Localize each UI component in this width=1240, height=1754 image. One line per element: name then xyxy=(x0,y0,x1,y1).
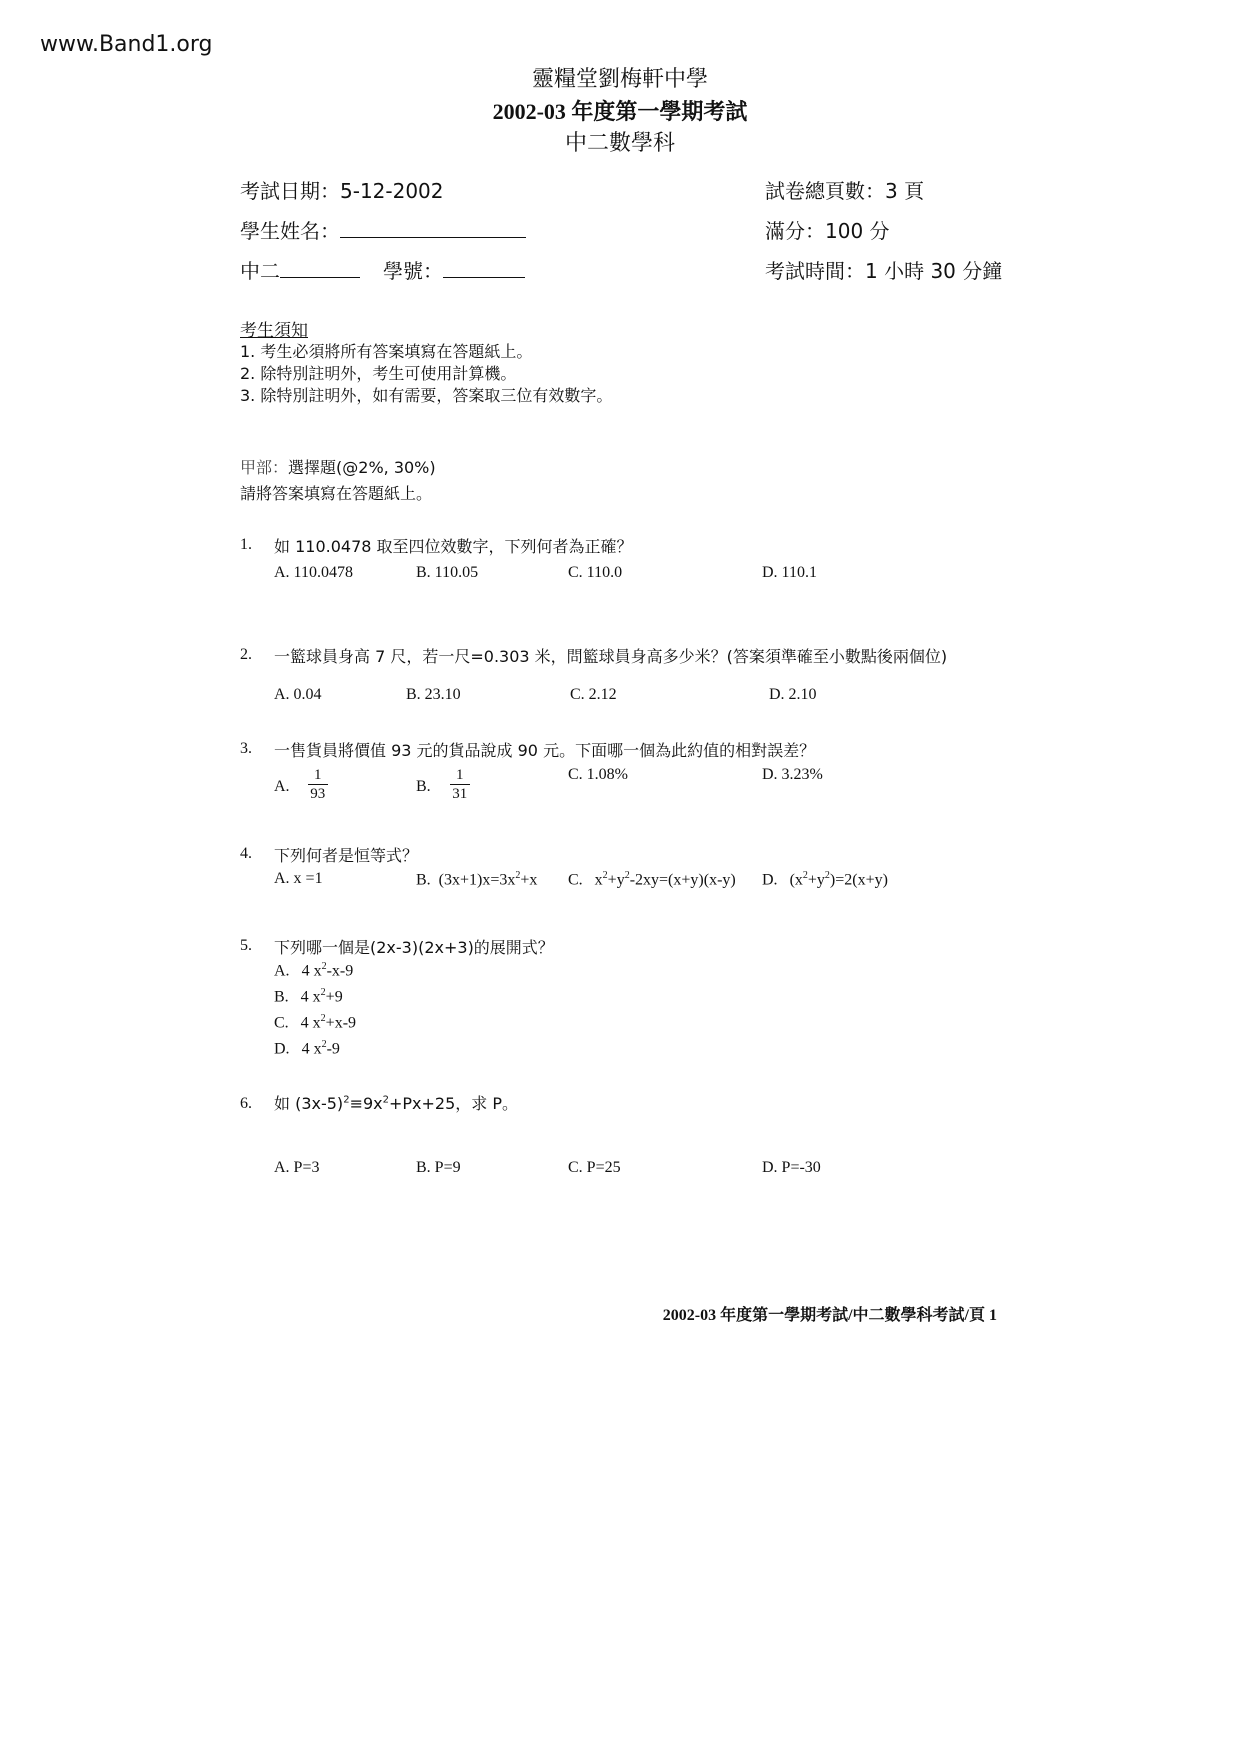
expression-part: 如 (3x-5) xyxy=(274,1094,344,1113)
option-label: B. xyxy=(416,871,431,889)
student-number-field xyxy=(383,255,525,284)
note-item: 1. 考生必須將所有答案填寫在答題紙上。 xyxy=(240,342,533,361)
fraction-numerator: 1 xyxy=(450,766,470,785)
exponent: 2 xyxy=(515,870,521,881)
section-heading xyxy=(240,455,436,478)
question-1-option-a: A. 110.0478 xyxy=(274,564,353,581)
question-6-option-a: A. P=3 xyxy=(274,1159,320,1176)
question-3-option-b-label: B. xyxy=(416,778,431,795)
question-5-option-b xyxy=(274,987,343,1006)
subject-title: 中二數學科 xyxy=(564,130,675,155)
exponent: 2 xyxy=(382,1094,389,1106)
expression-part: +y xyxy=(607,871,625,889)
question-4-number: 4. xyxy=(240,845,252,862)
exponent: 2 xyxy=(624,870,630,881)
question-5-option-a xyxy=(274,961,353,980)
question-4-text: 下列何者是恒等式？ xyxy=(274,846,419,865)
question-1-number: 1. xyxy=(240,536,252,553)
class-label: 中二 xyxy=(240,259,280,283)
question-5-text: 下列哪一個是(2x-3)(2x+3)的展開式？ xyxy=(274,938,554,957)
question-6-number: 6. xyxy=(240,1095,252,1112)
question-2-option-b: B. 23.10 xyxy=(406,686,461,703)
question-6-option-b: B. P=9 xyxy=(416,1159,461,1176)
question-3-option-a-fraction xyxy=(308,766,328,803)
expression-part: (x xyxy=(789,871,803,889)
exponent: 2 xyxy=(320,987,326,998)
exponent: 2 xyxy=(320,1013,326,1024)
question-2-option-a: A. 0.04 xyxy=(274,686,322,703)
note-item: 3. 除特別註明外，如有需要，答案取三位有效數字。 xyxy=(240,386,613,405)
fraction-numerator: 1 xyxy=(308,766,328,785)
exponent: 2 xyxy=(321,1039,327,1050)
fraction-denominator: 93 xyxy=(310,786,326,802)
question-5-number: 5. xyxy=(240,937,252,954)
question-1-text: 如 110.0478 取至四位效數字，下列何者為正確？ xyxy=(274,537,633,556)
question-2-number: 2. xyxy=(240,646,252,663)
question-1-option-d: D. 110.1 xyxy=(762,564,817,581)
option-label: C. xyxy=(568,871,583,889)
expression-part: -9 xyxy=(326,1040,340,1058)
exponent: 2 xyxy=(824,870,830,881)
notes-section xyxy=(240,316,612,407)
question-3-option-a-label: A. xyxy=(274,778,290,795)
question-6-option-d: D. P=-30 xyxy=(762,1159,821,1176)
option-label: D. xyxy=(274,1040,290,1058)
class-blank xyxy=(280,259,360,278)
question-4-option-b xyxy=(416,870,537,889)
question-2-option-c: C. 2.12 xyxy=(570,686,617,703)
question-6-option-c: C. P=25 xyxy=(568,1159,621,1176)
exam-duration: 考試時間：1 小時 30 分鐘 xyxy=(765,259,1003,283)
expression-part: -x-9 xyxy=(326,962,354,980)
expression-part: (3x+1)x=3x xyxy=(438,871,516,889)
question-1-option-b: B. 110.05 xyxy=(416,564,479,581)
fraction-denominator: 31 xyxy=(452,786,468,802)
question-2-option-d: D. 2.10 xyxy=(769,686,817,703)
expression-part: +x xyxy=(520,871,538,889)
option-label: D. xyxy=(762,871,778,889)
student-name-label: 學生姓名： xyxy=(240,219,340,243)
full-marks: 滿分：100 分 xyxy=(765,219,890,243)
question-3-option-b-fraction xyxy=(450,766,470,803)
student-number-blank xyxy=(443,259,525,278)
expression-part: +x-9 xyxy=(325,1014,357,1032)
question-3-option-c: C. 1.08% xyxy=(568,766,628,783)
question-4-option-c xyxy=(568,870,736,889)
notes-heading: 考生須知 xyxy=(240,321,308,341)
student-number-label: 學號： xyxy=(383,259,443,283)
expression-part: +y xyxy=(807,871,825,889)
expression-part: 4 x xyxy=(300,1014,321,1032)
exam-title: 2002-03 年度第一學期考試 xyxy=(492,99,748,124)
student-name-blank xyxy=(340,219,526,238)
expression-part: 4 x xyxy=(301,962,322,980)
student-name-field xyxy=(240,215,526,244)
expression-part: +Px+25，求 P。 xyxy=(389,1094,519,1113)
question-3-text: 一售貨員將價值 93 元的貨品說成 90 元。下面哪一個為此約值的相對誤差？ xyxy=(274,741,816,760)
question-2-text: 一籃球員身高 7 尺，若一尺=0.303 米，問籃球員身高多少米？(答案須準確至小數點後兩個位) xyxy=(274,647,948,666)
exponent: 2 xyxy=(802,870,808,881)
section-instruction: 請將答案填寫在答題紙上。 xyxy=(240,484,433,503)
note-item: 2. 除特別註明外，考生可使用計算機。 xyxy=(240,364,517,383)
exam-date: 考試日期：5-12-2002 xyxy=(240,179,444,203)
watermark: www.Band1.org xyxy=(40,32,213,57)
question-5-option-c xyxy=(274,1013,356,1032)
expression-part: )=2(x+y) xyxy=(829,871,888,889)
expression-part: +9 xyxy=(325,988,343,1006)
class-field xyxy=(240,255,360,284)
expression-part: -2xy=(x+y)(x-y) xyxy=(629,871,736,889)
option-label: B. xyxy=(274,988,289,1006)
expression-part: 4 x xyxy=(300,988,321,1006)
exponent: 2 xyxy=(602,870,608,881)
question-4-option-a: A. x =1 xyxy=(274,870,323,887)
option-label: C. xyxy=(274,1014,289,1032)
exponent: 2 xyxy=(343,1094,350,1106)
exponent: 2 xyxy=(321,961,327,972)
question-5-option-d xyxy=(274,1039,340,1058)
school-name: 靈糧堂劉梅軒中學 xyxy=(531,66,708,91)
question-3-option-d: D. 3.23% xyxy=(762,766,823,783)
section-title: 選擇題(@2%, 30%) xyxy=(288,458,436,477)
question-4-option-d xyxy=(762,870,888,889)
expression-part: x xyxy=(594,871,603,889)
total-pages: 試卷總頁數：3 頁 xyxy=(765,179,925,203)
question-3-number: 3. xyxy=(240,740,252,757)
page-footer: 2002-03 年度第一學期考試/中二數學科考試/頁 1 xyxy=(662,1307,997,1324)
section-label: 甲部： xyxy=(240,458,289,477)
expression-part: ≡9x xyxy=(349,1094,383,1113)
expression-part: 4 x xyxy=(301,1040,322,1058)
question-1-option-c: C. 110.0 xyxy=(568,564,623,581)
question-6-text xyxy=(274,1091,518,1114)
option-label: A. xyxy=(274,962,290,980)
